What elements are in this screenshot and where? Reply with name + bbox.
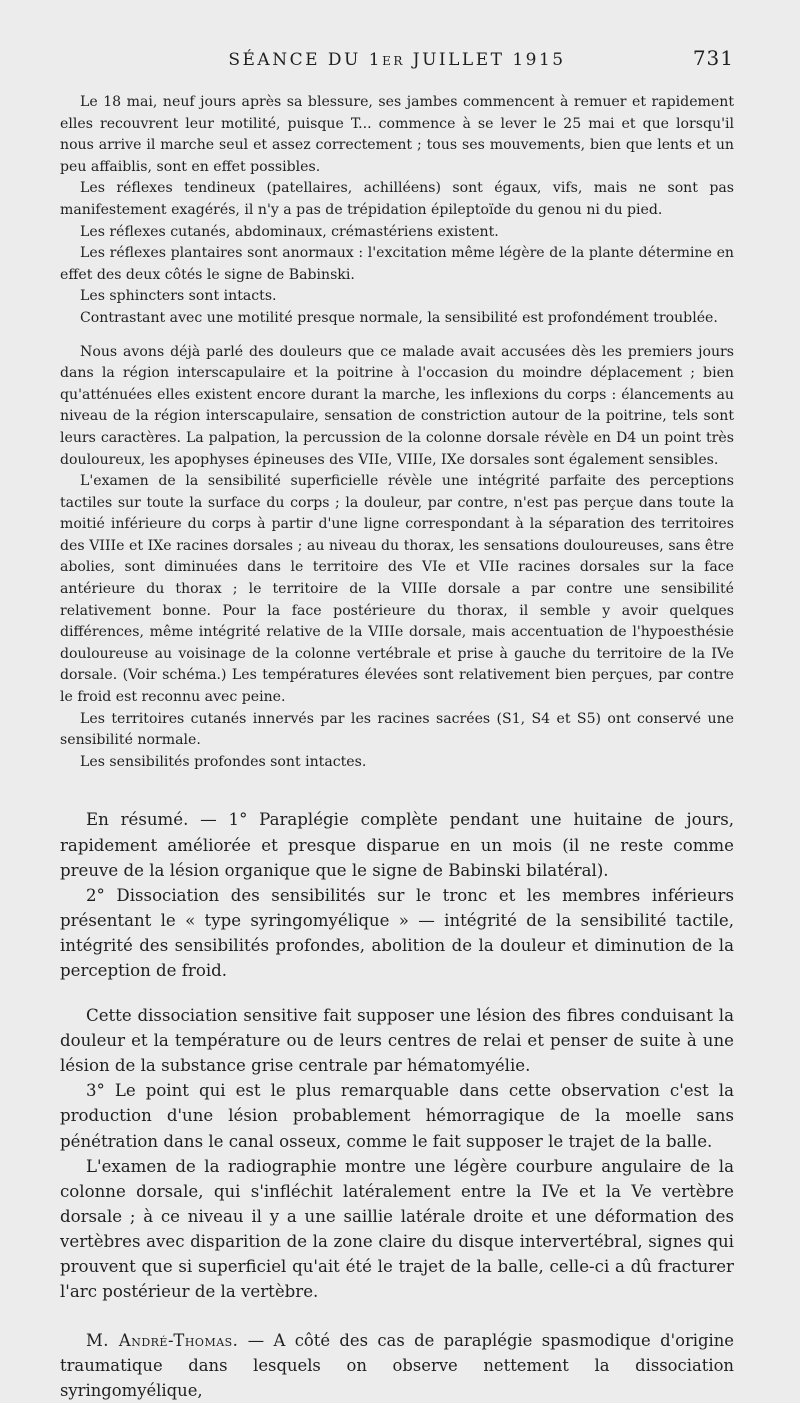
- summary-remarkable-point: 3° Le point qui est le plus remarquable dans cette observation c'est la production d'une lésion probablement hémorragique de la moelle sans pénétration dans le canal osseux, comme le fait supposer le trajet de la balle.: [60, 1081, 734, 1151]
- paragraph-sacral-territories: Les territoires cutanés innervés par les racines sacrées (S1, S4 et S5) ont conservé une sensibilité normale.: [60, 710, 734, 749]
- summary-lesion-hypothesis: Cette dissociation sensitive fait supposer une lésion des fibres conduisant la douleur et la température ou de leurs centres de relai et penser de suite à une lésion de la substance grise centrale par hématomyélie.: [60, 1006, 734, 1076]
- summary-dissociation: 2° Dissociation des sensibilités sur le tronc et les membres inférieurs présentant le « type syringomyélique » — intégrité de la sensibilité tactile, intégrité des sensibilités profondes, abolition de la douleur et diminution de la perception de froid.: [60, 885, 734, 980]
- paragraph-superficial-sensibility: L'examen de la sensibilité superficielle révèle une intégrité parfaite des perceptions tactiles sur toute la surface du corps ; la douleur, par contre, n'est pas perçue dans toute la moitié inférieure du corps à partir d'une ligne correspondant à la séparation des territoires des VIIIe et IXe racines dorsales ; au niveau du thorax, les sensations douloureuses, sans être abolies, sont diminuées dans le territoire des VIe et VIIe racines dorsales sur la face antérieure du thorax ; le territoire de la VIIIe dorsale a par contre une sensibilité relativement bonne. Pour la face postérieure du thorax, il semble y avoir quelques différences, même intégrité relative de la VIIIe dorsale, mais accentuation de l'hypoesthésie douloureuse au voisinage de la colonne vertébrale et prise à gauche du territoire de la IVe dorsale. (Voir schéma.) Les températures élevées sont relativement bien perçues, par contre le froid est reconnu avec peine.: [60, 473, 734, 706]
- summary-radiography: L'examen de la radiographie montre une légère courbure angulaire de la colonne dorsale, qui s'infléchit latéralement entre la IVe et la Ve vertèbre dorsale ; à ce niveau il y a une saillie latérale droite et une déformation des vertèbres avec disparition de la zone claire du disque intervertébral, signes qui prouvent que si superficiel qu'ait été le trajet de la balle, celle-ci a dû fracturer l'arc postérieur de la vertèbre.: [60, 1156, 734, 1302]
- paragraph-sensibility-intro: Contrastant avec une motilité presque normale, la sensibilité est profondément troublée.: [80, 309, 718, 326]
- paragraph-deep-sensibility: Les sensibilités profondes sont intactes.: [80, 753, 367, 770]
- page-number: 731: [692, 46, 734, 70]
- paragraph-cutaneous-reflexes: Les réflexes cutanés, abdominaux, crémastériens existent.: [80, 223, 499, 240]
- summary-section: [60, 807, 734, 1304]
- running-head: SÉANCE DU 1er JUILLET 1915: [228, 50, 566, 70]
- discussion-text: — A côté des cas de paraplégie spasmodique d'origine traumatique dans lesquels on observe nettement la dissociation syringomyélique,: [60, 1331, 735, 1401]
- discussion-paragraph: [60, 1328, 734, 1403]
- paragraph-pain: Nous avons déjà parlé des douleurs que ce malade avait accusées dès les premiers jours dans la région interscapulaire et la poitrine à l'occasion du moindre déplacement ; bien qu'atténuées elles existent encore durant la marche, les inflexions du corps : élancements au niveau de la région interscapulaire, sensation de constriction autour de la poitrine, tels sont leurs caractères. La palpation, la percussion de la colonne dorsale révèle en D4 un point très douloureux, les apophyses épineuses des VIIe, VIIIe, IXe dorsales sont également sensibles.: [60, 343, 734, 468]
- paragraph-motility: Le 18 mai, neuf jours après sa blessure, ses jambes commencent à remuer et rapidement elles recouvrent leur motilité, puisque T... commence à se lever le 25 mai et que lorsqu'il nous arrive il marche seul et assez correctement ; tous ses mouvements, bien que lents et un peu affaiblis, sont en effet possibles.: [60, 94, 734, 175]
- page-header: [60, 46, 734, 70]
- clinical-observation-section: [60, 92, 734, 773]
- summary-paraplegia: En résumé. — 1° Paraplégie complète pendant une huitaine de jours, rapidement améliorée et presque disparue en un mois (il ne reste comme preuve de la lésion organique que le signe de Babinski bilatéral).: [60, 810, 734, 880]
- paragraph-tendon-reflexes: Les réflexes tendineux (patellaires, achilléens) sont égaux, vifs, mais ne sont pas manifestement exagérés, il n'y a pas de trépidation épileptoïde du genou ni du pied.: [60, 180, 734, 218]
- discussion-section: [60, 1328, 734, 1403]
- speaker-name: M. André-Thomas.: [86, 1331, 239, 1351]
- paragraph-sphincters: Les sphincters sont intacts.: [80, 288, 277, 305]
- paragraph-plantar-reflexes: Les réflexes plantaires sont anormaux : l'excitation même légère de la plante détermine en effet des deux côtés le signe de Babinski.: [60, 245, 734, 283]
